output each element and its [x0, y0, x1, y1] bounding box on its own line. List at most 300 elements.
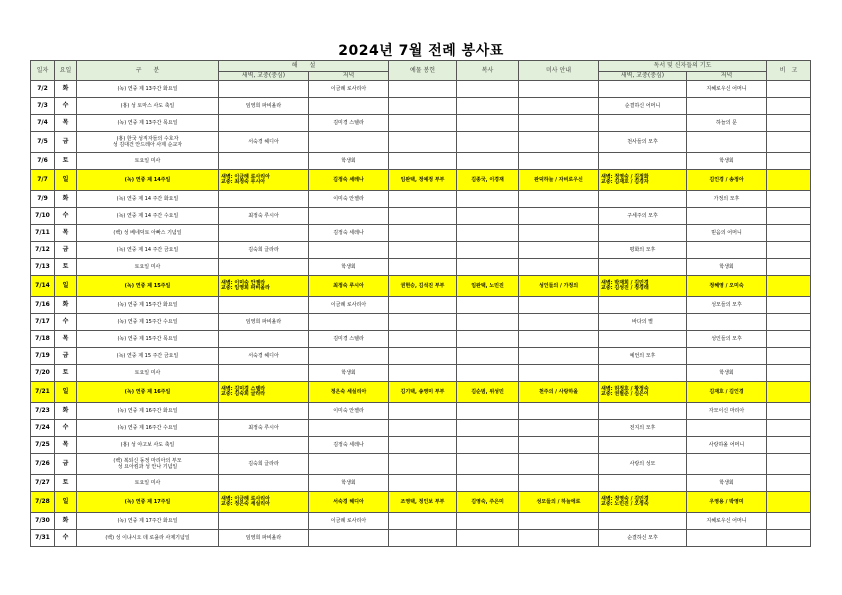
offering-evening-cell [309, 420, 389, 437]
altar-cell [457, 115, 519, 132]
offering-morning-cell [219, 403, 309, 420]
date-cell: 7/30 [31, 513, 55, 530]
offering-evening-cell: 학생회 [309, 259, 389, 276]
schedule-table [30, 60, 811, 547]
guide-cell [519, 98, 599, 115]
offering-evening-cell [309, 348, 389, 365]
altar-cell [457, 297, 519, 314]
offering-evening-cell: 이금례 로사리아 [309, 81, 389, 98]
table-row [31, 314, 811, 331]
prayer-morning-cell: 예언의 모후 [599, 348, 687, 365]
table-row [31, 98, 811, 115]
altar-cell: 김종국, 이경재 [457, 170, 519, 191]
offering-morning-cell [219, 437, 309, 454]
header-row [31, 61, 811, 72]
altar-cell [457, 420, 519, 437]
category-cell: (녹) 연중 제 14 주간 화요일 [77, 191, 219, 208]
category-cell: 토요일 미사 [77, 365, 219, 382]
prayer-morning-cell [599, 475, 687, 492]
day-cell: 금 [55, 242, 77, 259]
date-cell: 7/21 [31, 382, 55, 403]
category-cell: (녹) 연중 제 15 주간 금요일 [77, 348, 219, 365]
date-cell: 7/25 [31, 437, 55, 454]
guide-cell [519, 348, 599, 365]
note-cell [767, 115, 811, 132]
note-cell [767, 475, 811, 492]
date-cell: 7/4 [31, 115, 55, 132]
note-cell [767, 81, 811, 98]
date-cell: 7/5 [31, 132, 55, 153]
header-day: 요일 [55, 61, 77, 81]
day-cell: 수 [55, 530, 77, 547]
table-row [31, 81, 811, 98]
day-cell: 일 [55, 492, 77, 513]
offering-morning-cell [219, 475, 309, 492]
table-row [31, 115, 811, 132]
offering-morning-cell [219, 259, 309, 276]
altar-cell [457, 530, 519, 547]
gifts-cell [389, 530, 457, 547]
altar-cell [457, 153, 519, 170]
altar-cell [457, 437, 519, 454]
date-cell: 7/18 [31, 331, 55, 348]
prayer-evening-cell: 학생회 [687, 259, 767, 276]
guide-cell [519, 191, 599, 208]
category-cell: (홍) 성 야고보 사도 축일 [77, 437, 219, 454]
header-offering-morning: 새벽, 교중(중심) [219, 72, 309, 81]
guide-cell: 성인들의 / 가정의 [519, 276, 599, 297]
altar-cell [457, 365, 519, 382]
gifts-cell [389, 153, 457, 170]
gifts-cell [389, 242, 457, 259]
category-cell: (녹) 연중 제 14 주간 수요일 [77, 208, 219, 225]
day-cell: 금 [55, 454, 77, 475]
category-cell: (녹) 연중 제 13주간 화요일 [77, 81, 219, 98]
note-cell [767, 348, 811, 365]
prayer-evening-cell: 가정의 모후 [687, 191, 767, 208]
day-cell: 금 [55, 132, 77, 153]
table-row [31, 276, 811, 297]
guide-cell [519, 420, 599, 437]
note-cell [767, 382, 811, 403]
date-cell: 7/13 [31, 259, 55, 276]
offering-morning-cell [219, 331, 309, 348]
prayer-morning-cell [599, 81, 687, 98]
gifts-cell [389, 259, 457, 276]
header-gifts: 예물 봉헌 [389, 61, 457, 81]
day-cell: 목 [55, 437, 77, 454]
table-row [31, 153, 811, 170]
offering-evening-cell: 김미경 스텔라 [309, 331, 389, 348]
prayer-evening-cell: 김재호 / 김인경 [687, 382, 767, 403]
guide-cell [519, 513, 599, 530]
offering-evening-cell [309, 530, 389, 547]
table-row [31, 513, 811, 530]
category-cell: (녹) 연중 제 17주간 화요일 [77, 513, 219, 530]
altar-cell [457, 331, 519, 348]
offering-morning-cell: 서숙경 헤디아 [219, 132, 309, 153]
day-cell: 수 [55, 98, 77, 115]
guide-cell: 천주의 / 사랑하올 [519, 382, 599, 403]
prayer-evening-cell: 자모이신 마리아 [687, 403, 767, 420]
table-row [31, 208, 811, 225]
table-row [31, 132, 811, 153]
altar-cell [457, 454, 519, 475]
table-row [31, 454, 811, 475]
prayer-morning-cell: 바다의 별 [599, 314, 687, 331]
gifts-cell [389, 348, 457, 365]
header-date: 일자 [31, 61, 55, 81]
gifts-cell [389, 365, 457, 382]
table-row [31, 225, 811, 242]
gifts-cell: 김기택, 송영미 부부 [389, 382, 457, 403]
altar-cell [457, 225, 519, 242]
day-cell: 수 [55, 314, 77, 331]
prayer-evening-cell [687, 98, 767, 115]
day-cell: 토 [55, 365, 77, 382]
offering-evening-cell: 서숙경 헤디아 [309, 492, 389, 513]
gifts-cell [389, 98, 457, 115]
prayer-evening-cell [687, 132, 767, 153]
day-cell: 토 [55, 259, 77, 276]
guide-cell [519, 259, 599, 276]
offering-evening-cell [309, 242, 389, 259]
day-cell: 화 [55, 297, 77, 314]
note-cell [767, 259, 811, 276]
day-cell: 목 [55, 115, 77, 132]
gifts-cell [389, 475, 457, 492]
date-cell: 7/17 [31, 314, 55, 331]
prayer-morning-cell: 천사들의 모후 [599, 132, 687, 153]
guide-cell [519, 403, 599, 420]
header-altar: 복사 [457, 61, 519, 81]
day-cell: 일 [55, 276, 77, 297]
offering-morning-cell: 새벽: 이미숙 안젤라 교중: 임영희 파비올라 [219, 276, 309, 297]
prayer-morning-cell: 구세주의 모후 [599, 208, 687, 225]
note-cell [767, 420, 811, 437]
gifts-cell [389, 420, 457, 437]
guide-cell [519, 365, 599, 382]
offering-morning-cell [219, 81, 309, 98]
day-cell: 수 [55, 420, 77, 437]
offering-evening-cell: 이미숙 안젤라 [309, 191, 389, 208]
gifts-cell [389, 437, 457, 454]
category-cell: (녹) 연중 제 14주일 [77, 170, 219, 191]
offering-morning-cell: 새벽: 이금례 로사리아 교중: 최정숙 루시아 [219, 170, 309, 191]
gifts-cell [389, 454, 457, 475]
gifts-cell [389, 208, 457, 225]
offering-morning-cell: 임영희 파비올라 [219, 530, 309, 547]
note-cell [767, 365, 811, 382]
note-cell [767, 170, 811, 191]
note-cell [767, 225, 811, 242]
date-cell: 7/19 [31, 348, 55, 365]
date-cell: 7/11 [31, 225, 55, 242]
gifts-cell [389, 331, 457, 348]
offering-evening-cell: 이미숙 안젤라 [309, 403, 389, 420]
prayer-evening-cell: 김인경 / 송정아 [687, 170, 767, 191]
prayer-morning-cell: 새벽: 박재희 / 김민경 교중: 김성진 / 정경래 [599, 276, 687, 297]
category-cell: (백) 성 베네딕토 아빠스 기념일 [77, 225, 219, 242]
offering-morning-cell: 최정숙 루시아 [219, 420, 309, 437]
day-cell: 화 [55, 513, 77, 530]
gifts-cell [389, 297, 457, 314]
header-prayer-evening: 저녁 [687, 72, 767, 81]
note-cell [767, 276, 811, 297]
gifts-cell [389, 225, 457, 242]
gifts-cell [389, 513, 457, 530]
category-cell: (녹) 연중 제 17주일 [77, 492, 219, 513]
prayer-morning-cell: 순결하신 어머니 [599, 98, 687, 115]
note-cell [767, 98, 811, 115]
prayer-evening-cell [687, 314, 767, 331]
day-cell: 금 [55, 348, 77, 365]
altar-cell [457, 208, 519, 225]
date-cell: 7/20 [31, 365, 55, 382]
day-cell: 수 [55, 208, 77, 225]
prayer-morning-cell: 새벽: 정영숙 / 김민경 교중: 노민진 / 오정숙 [599, 492, 687, 513]
offering-morning-cell: 김숙희 글라라 [219, 242, 309, 259]
day-cell: 일 [55, 170, 77, 191]
prayer-morning-cell: 평화의 모후 [599, 242, 687, 259]
altar-cell: 임완택, 노민진 [457, 276, 519, 297]
date-cell: 7/28 [31, 492, 55, 513]
category-cell: (녹) 연중 제 15주간 수요일 [77, 314, 219, 331]
offering-morning-cell: 새벽: 이금례 로사리아 교중: 정은숙 세실리아 [219, 492, 309, 513]
prayer-evening-cell: 성모들의 모후 [687, 297, 767, 314]
offering-morning-cell: 임영희 파비올라 [219, 314, 309, 331]
prayer-morning-cell: 사랑의 성모 [599, 454, 687, 475]
note-cell [767, 530, 811, 547]
table-row [31, 297, 811, 314]
header-offering: 해 설 [219, 61, 389, 72]
offering-evening-cell [309, 454, 389, 475]
day-cell: 화 [55, 81, 77, 98]
guide-cell [519, 225, 599, 242]
day-cell: 토 [55, 475, 77, 492]
category-cell: 토요일 미사 [77, 259, 219, 276]
offering-evening-cell: 김정숙 세레나 [309, 170, 389, 191]
prayer-morning-cell [599, 365, 687, 382]
day-cell: 목 [55, 331, 77, 348]
altar-cell [457, 259, 519, 276]
note-cell [767, 492, 811, 513]
gifts-cell: 임완택, 정예정 부부 [389, 170, 457, 191]
prayer-morning-cell [599, 191, 687, 208]
offering-morning-cell: 임영희 파비올라 [219, 98, 309, 115]
guide-cell [519, 530, 599, 547]
prayer-evening-cell [687, 530, 767, 547]
gifts-cell [389, 81, 457, 98]
guide-cell [519, 132, 599, 153]
offering-evening-cell: 최정숙 루시아 [309, 276, 389, 297]
note-cell [767, 454, 811, 475]
date-cell: 7/12 [31, 242, 55, 259]
note-cell [767, 132, 811, 153]
altar-cell [457, 98, 519, 115]
table-row [31, 242, 811, 259]
date-cell: 7/31 [31, 530, 55, 547]
offering-morning-cell [219, 115, 309, 132]
offering-evening-cell [309, 98, 389, 115]
prayer-morning-cell [599, 259, 687, 276]
altar-cell [457, 191, 519, 208]
prayer-evening-cell: 지혜로우신 어머니 [687, 513, 767, 530]
guide-cell [519, 454, 599, 475]
header-category: 구 분 [77, 61, 219, 81]
table-row [31, 475, 811, 492]
date-cell: 7/7 [31, 170, 55, 191]
header-prayer-morning: 새벽, 교중(중심) [599, 72, 687, 81]
guide-cell [519, 297, 599, 314]
guide-cell [519, 115, 599, 132]
prayer-morning-cell: 새벽: 허정호 / 황정숙 교중: 권필준 / 심은이 [599, 382, 687, 403]
table-row [31, 382, 811, 403]
table-row [31, 331, 811, 348]
day-cell: 화 [55, 191, 77, 208]
prayer-morning-cell [599, 115, 687, 132]
guide-cell [519, 314, 599, 331]
table-row [31, 437, 811, 454]
guide-cell: 완덕하늘 / 자비로우신 [519, 170, 599, 191]
date-cell: 7/9 [31, 191, 55, 208]
note-cell [767, 153, 811, 170]
prayer-morning-cell [599, 297, 687, 314]
table-row [31, 365, 811, 382]
prayer-evening-cell: 사랑하올 어머니 [687, 437, 767, 454]
guide-cell: 성모들의 / 하늘에로 [519, 492, 599, 513]
guide-cell [519, 475, 599, 492]
note-cell [767, 513, 811, 530]
altar-cell [457, 513, 519, 530]
category-cell: (녹) 연중 제 13주간 목요일 [77, 115, 219, 132]
offering-morning-cell [219, 191, 309, 208]
header-prayer: 독서 및 신자들의 기도 [599, 61, 767, 72]
category-cell: (백) 성 이냐시오 데 로욜라 사제기념일 [77, 530, 219, 547]
table-row [31, 191, 811, 208]
offering-evening-cell: 이금례 로사리아 [309, 513, 389, 530]
category-cell: (녹) 연중 제 15주간 화요일 [77, 297, 219, 314]
offering-evening-cell [309, 208, 389, 225]
table-row [31, 530, 811, 547]
prayer-evening-cell: 믿음의 어머니 [687, 225, 767, 242]
table-row [31, 259, 811, 276]
altar-cell [457, 81, 519, 98]
prayer-morning-cell: 순결하신 모후 [599, 530, 687, 547]
category-cell: (백) 복되신 동정 마리아의 부모 성 요아킴과 성 안나 기념일 [77, 454, 219, 475]
altar-cell: 김영숙, 주은미 [457, 492, 519, 513]
altar-cell [457, 475, 519, 492]
prayer-morning-cell [599, 153, 687, 170]
category-cell: (홍) 한국 성직자들의 수호자 성 김대건 안드레아 사제 순교자 [77, 132, 219, 153]
offering-evening-cell: 김정숙 세레나 [309, 437, 389, 454]
gifts-cell [389, 115, 457, 132]
table-row [31, 170, 811, 191]
guide-cell [519, 153, 599, 170]
header-offering-evening: 저녁 [309, 72, 389, 81]
note-cell [767, 403, 811, 420]
note-cell [767, 242, 811, 259]
prayer-morning-cell [599, 403, 687, 420]
altar-cell [457, 242, 519, 259]
table-row [31, 420, 811, 437]
category-cell: (녹) 연중 제 16주일 [77, 382, 219, 403]
offering-evening-cell: 학생회 [309, 475, 389, 492]
offering-evening-cell: 김정숙 세레나 [309, 225, 389, 242]
offering-morning-cell [219, 365, 309, 382]
prayer-evening-cell: 성인들의 모후 [687, 331, 767, 348]
prayer-evening-cell [687, 348, 767, 365]
date-cell: 7/2 [31, 81, 55, 98]
note-cell [767, 314, 811, 331]
prayer-morning-cell: 새벽: 정영숙 / 김정화 교중: 김재호 / 김경자 [599, 170, 687, 191]
offering-morning-cell: 최정숙 루시아 [219, 208, 309, 225]
altar-cell [457, 348, 519, 365]
offering-morning-cell: 새벽: 김미경 스텔라 교중: 김숙희 글라라 [219, 382, 309, 403]
gifts-cell: 권현승, 김석진 부부 [389, 276, 457, 297]
prayer-morning-cell [599, 437, 687, 454]
category-cell: (녹) 연중 제 16주간 수요일 [77, 420, 219, 437]
offering-morning-cell: 김숙희 글라라 [219, 454, 309, 475]
day-cell: 목 [55, 225, 77, 242]
note-cell [767, 437, 811, 454]
note-cell [767, 208, 811, 225]
note-cell [767, 191, 811, 208]
guide-cell [519, 242, 599, 259]
offering-morning-cell [219, 153, 309, 170]
offering-evening-cell: 이금례 로사리아 [309, 297, 389, 314]
gifts-cell: 조영택, 정인보 부부 [389, 492, 457, 513]
guide-cell [519, 81, 599, 98]
gifts-cell [389, 403, 457, 420]
offering-morning-cell: 서숙경 헤디아 [219, 348, 309, 365]
category-cell: (녹) 연중 제 15주일 [77, 276, 219, 297]
prayer-morning-cell: 전지의 모후 [599, 420, 687, 437]
offering-evening-cell [309, 314, 389, 331]
prayer-morning-cell [599, 225, 687, 242]
offering-morning-cell [219, 297, 309, 314]
prayer-evening-cell [687, 208, 767, 225]
prayer-evening-cell: 학생회 [687, 365, 767, 382]
category-cell: (녹) 연중 제 14 주간 금요일 [77, 242, 219, 259]
guide-cell [519, 331, 599, 348]
category-cell: (녹) 연중 제 15주간 목요일 [77, 331, 219, 348]
category-cell: 토요일 미사 [77, 153, 219, 170]
gifts-cell [389, 132, 457, 153]
offering-evening-cell: 학생회 [309, 365, 389, 382]
prayer-evening-cell [687, 454, 767, 475]
prayer-evening-cell: 학생회 [687, 153, 767, 170]
note-cell [767, 331, 811, 348]
prayer-evening-cell: 정혜영 / 오미숙 [687, 276, 767, 297]
day-cell: 일 [55, 382, 77, 403]
table-row [31, 403, 811, 420]
guide-cell [519, 437, 599, 454]
note-cell [767, 297, 811, 314]
date-cell: 7/6 [31, 153, 55, 170]
gifts-cell [389, 191, 457, 208]
prayer-evening-cell: 우영용 / 박영미 [687, 492, 767, 513]
category-cell: (홍) 성 토마스 사도 축일 [77, 98, 219, 115]
gifts-cell [389, 314, 457, 331]
date-cell: 7/27 [31, 475, 55, 492]
offering-evening-cell [309, 132, 389, 153]
altar-cell [457, 403, 519, 420]
offering-evening-cell: 정은숙 세실리아 [309, 382, 389, 403]
date-cell: 7/26 [31, 454, 55, 475]
altar-cell: 김순범, 위성민 [457, 382, 519, 403]
date-cell: 7/10 [31, 208, 55, 225]
